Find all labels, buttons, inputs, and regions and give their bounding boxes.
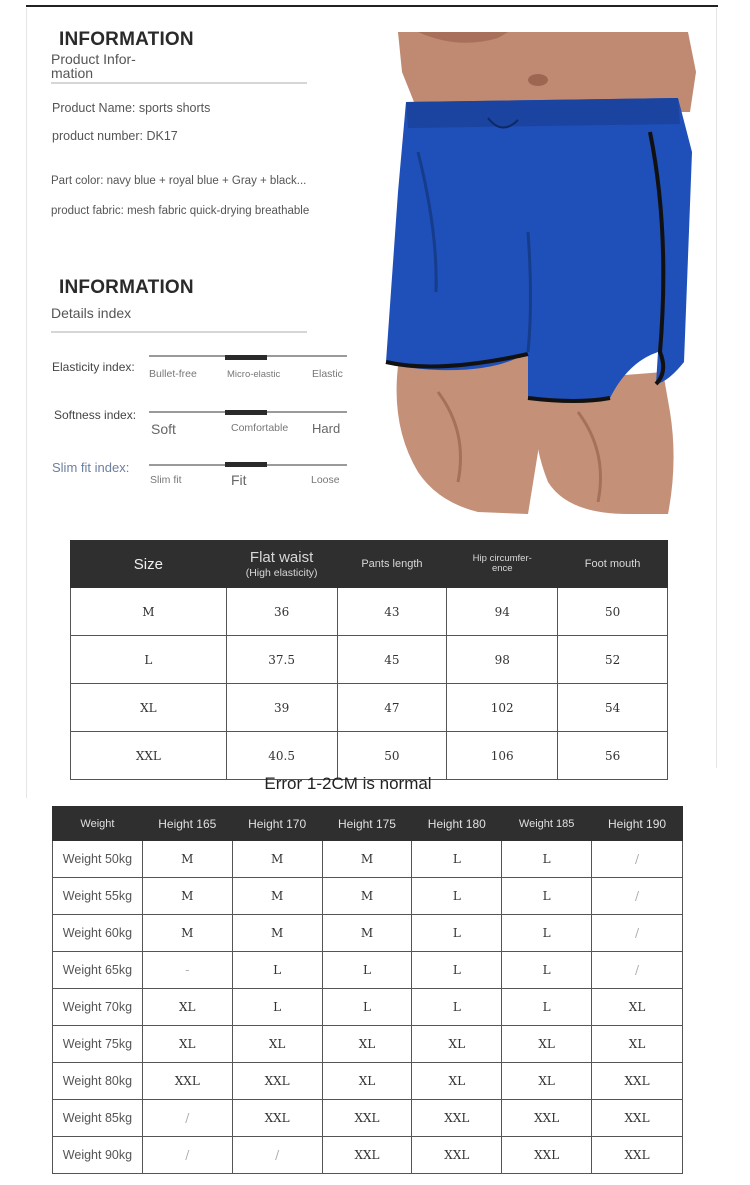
size-cell: XL: [592, 989, 683, 1026]
table-row: [53, 1063, 683, 1100]
size-cell: M: [142, 915, 232, 952]
size-cell: /: [232, 1137, 322, 1174]
info-heading: INFORMATION: [59, 29, 194, 50]
hip-cell: 98: [447, 636, 558, 684]
foot-cell: 50: [558, 588, 668, 636]
size-cell: /: [142, 1137, 232, 1174]
info-rule: [51, 82, 307, 84]
weight-cell: Weight 75kg: [53, 1026, 143, 1063]
size-cell: L: [232, 989, 322, 1026]
size-cell: XXL: [412, 1137, 502, 1174]
size-cell: L: [412, 989, 502, 1026]
header-weight: Weight: [53, 807, 143, 841]
size-cell: M: [232, 841, 322, 878]
size-cell: XL: [142, 1026, 232, 1063]
size-cell: XL: [412, 1063, 502, 1100]
size-cell: -: [142, 952, 232, 989]
header-foot: Foot mouth: [558, 541, 668, 588]
softness-option-3: Hard: [312, 421, 341, 436]
size-cell: XXL: [502, 1100, 592, 1137]
size-cell: XL: [502, 1063, 592, 1100]
header-height-190: Height 190: [592, 807, 683, 841]
size-cell: L: [412, 952, 502, 989]
length-cell: 45: [337, 636, 447, 684]
reference-table-header: [53, 807, 683, 841]
info-subheading-line2: mation: [51, 65, 94, 81]
header-length: Pants length: [337, 541, 447, 588]
header-hip-line2: ence: [491, 563, 513, 574]
size-cell: M: [322, 878, 412, 915]
size-cell: /: [592, 878, 683, 915]
size-cell: M: [71, 588, 227, 636]
header-waist-sub: (High elasticity): [245, 567, 318, 579]
size-table-header: [71, 541, 668, 588]
foot-cell: 54: [558, 684, 668, 732]
elasticity-marker: [225, 355, 267, 360]
elasticity-option-2: Micro-elastic: [227, 369, 281, 380]
weight-cell: Weight 80kg: [53, 1063, 143, 1100]
details-heading: INFORMATION: [59, 277, 194, 298]
waist-cell: 36: [226, 588, 337, 636]
header-height-180: Height 180: [412, 807, 502, 841]
elasticity-option-1: Bullet-free: [149, 368, 197, 380]
waist-cell: 40.5: [226, 732, 337, 780]
size-cell: XXL: [592, 1063, 683, 1100]
slimfit-marker: [225, 462, 267, 467]
size-cell: XXL: [322, 1137, 412, 1174]
weight-cell: Weight 50kg: [53, 841, 143, 878]
size-cell: L: [502, 989, 592, 1026]
size-cell: M: [142, 878, 232, 915]
frame-left-line: [26, 8, 27, 798]
info-subheading-line1: Product Infor-: [51, 51, 136, 67]
length-cell: 50: [337, 732, 447, 780]
size-cell: /: [592, 841, 683, 878]
softness-option-1: Soft: [151, 421, 176, 437]
weight-cell: Weight 70kg: [53, 989, 143, 1026]
slimfit-option-2: Fit: [231, 472, 247, 488]
size-cell: XL: [502, 1026, 592, 1063]
top-divider: [26, 5, 718, 7]
size-cell: M: [322, 841, 412, 878]
size-cell: XXL: [502, 1137, 592, 1174]
header-height-170: Height 170: [232, 807, 322, 841]
table-row: [53, 989, 683, 1026]
table-row: [53, 952, 683, 989]
header-size: Size: [71, 541, 227, 588]
table-row: [71, 732, 668, 780]
size-cell: L: [71, 636, 227, 684]
size-cell: XL: [142, 989, 232, 1026]
size-cell: XXL: [232, 1063, 322, 1100]
product-name: Product Name: sports shorts: [52, 101, 211, 115]
size-cell: /: [592, 952, 683, 989]
weight-cell: Weight 60kg: [53, 915, 143, 952]
size-cell: M: [322, 915, 412, 952]
size-cell: XL: [322, 1063, 412, 1100]
size-cell: XXL: [592, 1100, 683, 1137]
header-hip: [447, 541, 558, 588]
table-row: [71, 588, 668, 636]
size-cell: XXL: [142, 1063, 232, 1100]
table-row: [53, 1137, 683, 1174]
size-cell: XXL: [232, 1100, 322, 1137]
size-cell: M: [142, 841, 232, 878]
table-row: [71, 636, 668, 684]
size-cell: L: [412, 841, 502, 878]
error-note: Error 1-2CM is normal: [264, 774, 432, 793]
product-number: product number: DK17: [52, 129, 178, 143]
waist-cell: 37.5: [226, 636, 337, 684]
size-cell: L: [502, 952, 592, 989]
softness-option-2: Comfortable: [231, 422, 289, 434]
softness-label: Softness index:: [54, 408, 137, 422]
table-row: [53, 1100, 683, 1137]
table-row: [71, 684, 668, 732]
table-row: [53, 878, 683, 915]
size-cell: XL: [322, 1026, 412, 1063]
slimfit-option-1: Slim fit: [150, 474, 182, 486]
size-cell: L: [322, 989, 412, 1026]
size-cell: XL: [71, 684, 227, 732]
size-cell: XL: [592, 1026, 683, 1063]
details-subheading: Details index: [51, 305, 132, 321]
weight-cell: Weight 90kg: [53, 1137, 143, 1174]
foot-cell: 56: [558, 732, 668, 780]
weight-cell: Weight 85kg: [53, 1100, 143, 1137]
size-cell: XL: [412, 1026, 502, 1063]
size-cell: L: [412, 878, 502, 915]
table-row: [53, 841, 683, 878]
size-cell: XL: [232, 1026, 322, 1063]
weight-cell: Weight 65kg: [53, 952, 143, 989]
hip-cell: 102: [447, 684, 558, 732]
header-height-175: Height 175: [322, 807, 412, 841]
size-table: [70, 540, 668, 780]
size-cell: XXL: [71, 732, 227, 780]
product-fabric: product fabric: mesh fabric quick-drying breathable: [51, 205, 310, 217]
header-weight-185: Weight 185: [502, 807, 592, 841]
details-rule: [51, 331, 307, 333]
waist-cell: 39: [226, 684, 337, 732]
sports-shorts-photo: [378, 32, 700, 514]
size-cell: L: [502, 915, 592, 952]
size-cell: XXL: [412, 1100, 502, 1137]
table-row: [53, 915, 683, 952]
size-cell: XXL: [322, 1100, 412, 1137]
frame-right-line: [716, 8, 717, 768]
table-row: [53, 1026, 683, 1063]
elasticity-label: Elasticity index:: [52, 360, 135, 374]
size-cell: L: [502, 878, 592, 915]
size-cell: L: [502, 841, 592, 878]
size-cell: /: [592, 915, 683, 952]
hip-cell: 94: [447, 588, 558, 636]
slimfit-option-3: Loose: [311, 474, 340, 486]
slimfit-label: Slim fit index:: [52, 460, 130, 475]
size-cell: M: [232, 915, 322, 952]
hip-cell: 106: [447, 732, 558, 780]
reference-table: [52, 806, 683, 1174]
size-cell: L: [232, 952, 322, 989]
header-height-165: Height 165: [142, 807, 232, 841]
size-cell: XXL: [592, 1137, 683, 1174]
size-cell: /: [142, 1100, 232, 1137]
elasticity-option-3: Elastic: [312, 368, 343, 380]
foot-cell: 52: [558, 636, 668, 684]
header-waist-label: Flat waist: [249, 549, 314, 566]
header-hip-line1: Hip circumfer-: [472, 553, 532, 564]
weight-cell: Weight 55kg: [53, 878, 143, 915]
length-cell: 43: [337, 588, 447, 636]
length-cell: 47: [337, 684, 447, 732]
size-cell: M: [232, 878, 322, 915]
product-color: Part color: navy blue + royal blue + Gray + black...: [51, 175, 307, 187]
header-waist: [226, 541, 337, 588]
size-cell: L: [412, 915, 502, 952]
softness-marker: [225, 410, 267, 415]
size-cell: L: [322, 952, 412, 989]
